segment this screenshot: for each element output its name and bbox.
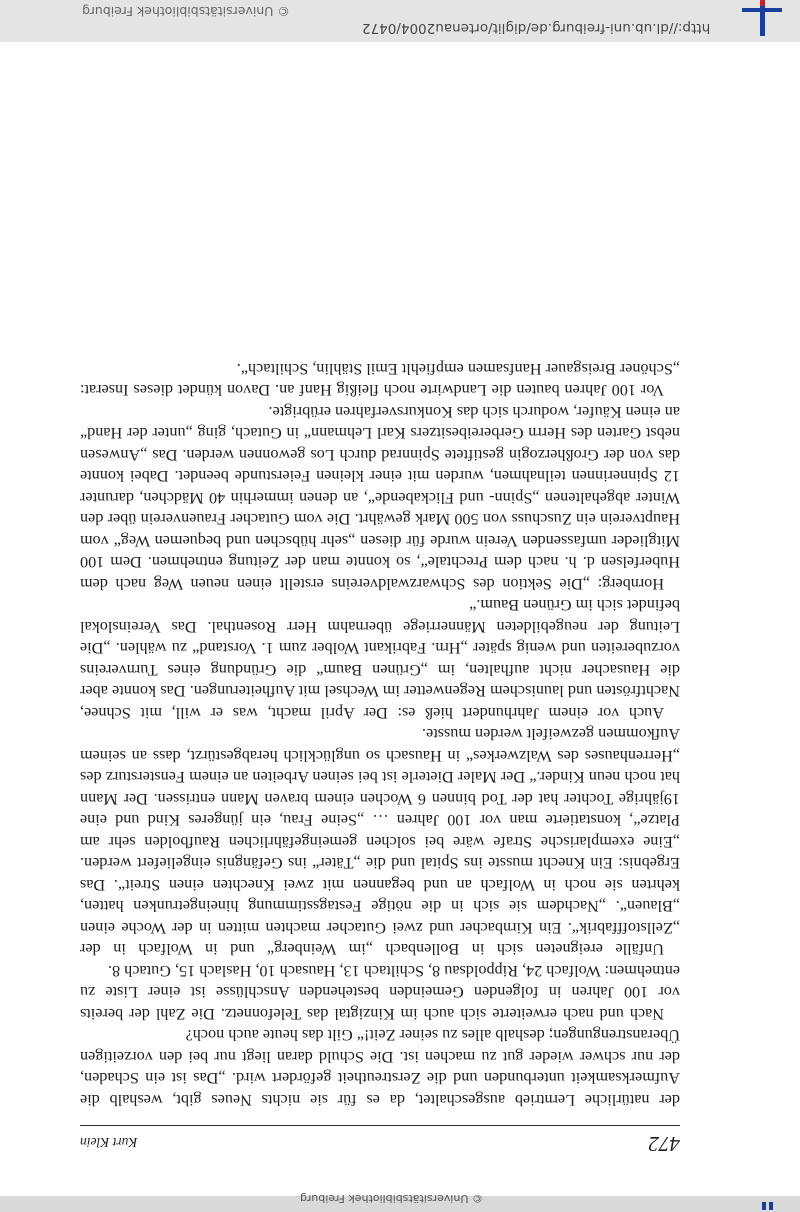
- footer-logo-icon: [760, 1196, 776, 1210]
- page-number: 472: [648, 1132, 680, 1156]
- paragraph: Hornberg: „Die Sektion des Schwarzwaldvereins erstellt einen neuen Weg nach dem Huberfelsen d. h. nach dem Prechtale“, so konnte man der Zeitung entnehmen. Dem 100 Mitglieder umfassenden Verein wurde für diesen „sehr hübschen und bequemen Weg“ vom Hauptverein ein Zuschuss von 500 Mark gewährt. Die vom Gutacher Frauenverein über den Winter abgehaltenen „Spinn- und Flickabende“, an denen immerhin 40 Mädchen, darunter 12 Spinnerinnen teilnahmen, wurden mit einer kleinen Feierstunde beendet. Dabei konnte das von der Großherzogin gestiftete Spinnrad durch Los gewonnen werden. Das „Anwesen nebst Garten des Herrn Gerbereibesitzers Karl Lehmann“ in Gutach, ging „unter der Hand“ an einen Käufer, wodurch sich das Konkursverfahren erübrigte.: [80, 403, 680, 593]
- scanned-page: [80, 78, 680, 1156]
- viewer-top-bar: [0, 0, 800, 42]
- paragraph: Auch vor einem Jahrhundert hieß es: Der April macht, was er will, mit Schnee, Nachtfrösten und launischem Regenwetter im Wechsel mit Aufheiterungen. Das konnte aber die Hausacher nicht aufhalten, im „Grünen Baum“ die Gründung eines Turnvereins vorzubereiten und wenig später „Hrn. Fabrikant Wolber zum 1. Vorstand“ zu wählen. „Die Leitung der neugebildeten Männerriege übernahm Herr Rosenthal. Das Vereinslokal befindet sich im Grünen Baum.“: [80, 596, 680, 722]
- copyright-text: © Universitätsbibliothek Freiburg: [82, 4, 290, 19]
- paragraph: der natürliche Lerntrieb ausgeschaltet, da es für sie nichts Neues gibt, weshalb die Aufmerksamkeit unterbunden und die Zerstreutheit gefördert wird. „Das ist ein Schaden, der nur schwer wieder gut zu machen ist. Die Schuld daran liegt nur bei den vorzeitigen Überanstrengungen; deshalb alles zu seiner Zeit!“ Gilt das heute auch noch?: [80, 1026, 680, 1109]
- page-header: [80, 1110, 680, 1156]
- paragraph: Vor 100 Jahren bauten die Landwirte noch fleißig Hanf an. Davon kündet dieses Inserat: „Schöner Breisgauer Hanfsamen empfiehlt Emil Stählin, Schiltach“.: [80, 360, 680, 400]
- viewer-bottom-bar: [0, 1192, 800, 1212]
- header-rule: [80, 1125, 680, 1126]
- footer-copyright-text: © Universitätsbibliothek Freiburg: [300, 1192, 483, 1205]
- running-head-author: Kurt Klein: [80, 1135, 138, 1150]
- library-logo-icon: [742, 0, 782, 42]
- document-url[interactable]: http://dl.ub.uni-freiburg.de/diglit/ortenau2004/0472: [361, 20, 710, 36]
- paragraph: Unfälle ereigneten sich in Bollenbach „im Weinberg“ und in Wolfach in der „Zellstofffabrik“. Ein Kirnbacher und zwei Gutacher machten mitten in der Woche einen „Blauen“. „Nachdem sie sich in die nötige Festagsstimmung hineingetrunken hatten, kehrten sie noch in Wolfach an und begannen mit zwei Knechten einen Streit“. Das Ergebnis: Ein Knecht musste ins Spital und die „Täter“ ins Gefängnis eingeliefert werden. „Eine exemplarische Strafe wäre bei solchen gemeingefährlichen Raufbolden sehr am Platze“, konstatierte man vor 100 Jahren … „Seine Frau, ein jüngeres Kind und eine 19jährige Tochter hat der Tod binnen 6 Wochen einem braven Mann entrissen. Der Mann hat noch neun Kinder.“ Der Maler Dieterle ist bei seinen Arbeiten an einem Fenstersturz des „Herrenhauses des Walzwerkes“ in Hausach so unglücklich herabgestürzt, dass an seinem Aufkommen gezweifelt werden musste.: [80, 725, 680, 959]
- paragraph: Nach und nach erweiterte sich auch im Kinzigtal das Telefonnetz. Die Zahl der bereits vor 100 Jahren in folgenden Gemeinden bestehenden Anschlüsse ist einer Liste zu entnehmen: Wolfach 24, Rippoldsau 8, Schiltach 13, Hausach 10, Haslach 15, Gutach 8.: [80, 962, 680, 1023]
